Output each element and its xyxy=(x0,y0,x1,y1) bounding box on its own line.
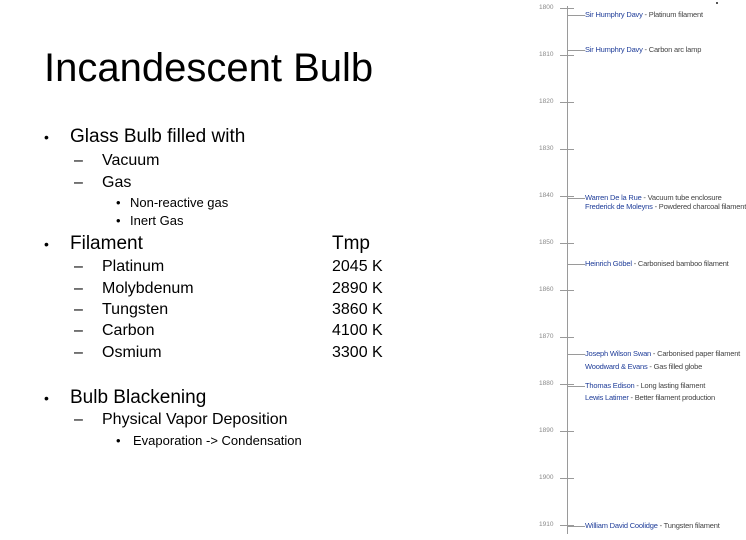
timeline-year: 1890 xyxy=(539,427,554,434)
timeline-tick xyxy=(560,196,574,197)
timeline-event xyxy=(585,10,703,19)
bullet-pvd: Physical Vapor Deposition xyxy=(102,411,288,428)
bullet-evaporation: Evaporation -> Condensation xyxy=(133,433,302,448)
event-person: Warren De la Rue xyxy=(585,193,642,202)
bullet-vacuum: Vacuum xyxy=(102,152,160,169)
timeline-year: 1910 xyxy=(539,521,554,528)
bullet-marker: • xyxy=(44,390,49,406)
timeline-axis xyxy=(567,6,568,534)
event-person: Thomas Edison xyxy=(585,381,635,390)
dash-marker: – xyxy=(74,152,83,169)
bullet-gas: Gas xyxy=(102,174,132,191)
event-connector xyxy=(567,526,585,527)
timeline-year: 1830 xyxy=(539,145,554,152)
filament-temp: 3860 K xyxy=(332,301,383,318)
timeline-year: 1850 xyxy=(539,239,554,246)
timeline-tick xyxy=(560,431,574,432)
dash-marker: – xyxy=(74,258,83,275)
event-connector xyxy=(567,386,585,387)
event-connector xyxy=(567,354,585,355)
filament-temp: 2045 K xyxy=(332,258,383,275)
event-desc: - Powdered charcoal filament xyxy=(652,202,746,211)
dash-marker: – xyxy=(74,411,83,428)
dash-marker: – xyxy=(74,174,83,191)
filament-temp: 2890 K xyxy=(332,280,383,297)
timeline-year: 1840 xyxy=(539,192,554,199)
timeline-year: 1900 xyxy=(539,474,554,481)
timeline-event xyxy=(585,202,746,211)
event-connector xyxy=(567,50,585,51)
event-person: Woodward & Evans xyxy=(585,362,648,371)
filament-name: Osmium xyxy=(102,344,162,361)
timeline-tick xyxy=(560,478,574,479)
event-person: Joseph Wilson Swan xyxy=(585,349,652,358)
timeline-tick xyxy=(560,243,574,244)
timeline-year: 1880 xyxy=(539,380,554,387)
timeline-tick xyxy=(560,290,574,291)
timeline-event xyxy=(585,349,740,358)
timeline-event xyxy=(585,381,705,390)
event-desc: - Carbonised bamboo filament xyxy=(631,259,729,268)
timeline-event xyxy=(585,362,702,371)
filament-name: Tungsten xyxy=(102,301,169,318)
filament-temp: 3300 K xyxy=(332,344,383,361)
timeline-year: 1870 xyxy=(539,333,554,340)
event-desc: - Carbon arc lamp xyxy=(642,45,702,54)
event-connector xyxy=(567,198,585,199)
event-desc: - Long lasting filament xyxy=(634,381,706,390)
bullet-inert-gas: Inert Gas xyxy=(130,213,184,228)
bullet-marker: • xyxy=(44,236,49,252)
timeline-event xyxy=(585,521,720,530)
timeline-tick xyxy=(560,55,574,56)
dash-marker: – xyxy=(74,301,83,318)
timeline-event xyxy=(585,45,701,54)
sub-bullet-marker: • xyxy=(116,433,121,448)
sub-bullet-marker: • xyxy=(116,213,121,228)
timeline-tick xyxy=(560,102,574,103)
event-person: William David Coolidge xyxy=(585,521,658,530)
event-desc: - Gas filled globe xyxy=(647,362,703,371)
filament-temp: 4100 K xyxy=(332,322,383,339)
event-connector xyxy=(567,15,585,16)
event-person: Lewis Latimer xyxy=(585,393,629,402)
event-person: Frederick de Moleyns xyxy=(585,202,653,211)
sub-bullet-marker: • xyxy=(116,195,121,210)
event-desc: - Tungsten filament xyxy=(657,521,720,530)
dash-marker: – xyxy=(74,280,83,297)
event-connector xyxy=(567,264,585,265)
bullet-marker: • xyxy=(44,129,49,145)
timeline-event xyxy=(585,259,729,268)
event-person: Sir Humphry Davy xyxy=(585,45,643,54)
corner-mark xyxy=(716,2,718,4)
event-person: Sir Humphry Davy xyxy=(585,10,643,19)
bullet-glass-bulb: Glass Bulb filled with xyxy=(70,126,246,147)
timeline-tick xyxy=(560,8,574,9)
dash-marker: – xyxy=(74,322,83,339)
event-desc: - Carbonised paper filament xyxy=(651,349,741,358)
timeline-event xyxy=(585,193,722,202)
event-desc: - Platinum filament xyxy=(642,10,703,19)
bullet-nonreactive-gas: Non-reactive gas xyxy=(130,195,229,210)
filament-name: Platinum xyxy=(102,258,165,275)
slide-title: Incandescent Bulb xyxy=(44,46,374,90)
bullet-filament: Filament xyxy=(70,233,143,254)
event-desc: - Vacuum tube enclosure xyxy=(641,193,722,202)
event-person: Heinrich Göbel xyxy=(585,259,632,268)
event-desc: - Better filament production xyxy=(628,393,715,402)
filament-name: Molybdenum xyxy=(102,280,194,297)
timeline-year: 1820 xyxy=(539,98,554,105)
bullet-bulb-blackening: Bulb Blackening xyxy=(70,387,207,408)
dash-marker: – xyxy=(74,344,83,361)
timeline-year: 1810 xyxy=(539,51,554,58)
timeline-event xyxy=(585,393,715,402)
tmp-header: Tmp xyxy=(332,233,370,254)
timeline-year: 1800 xyxy=(539,4,554,11)
filament-name: Carbon xyxy=(102,322,155,339)
timeline-tick xyxy=(560,149,574,150)
timeline-tick xyxy=(560,384,574,385)
timeline-year: 1860 xyxy=(539,286,554,293)
timeline-tick xyxy=(560,337,574,338)
